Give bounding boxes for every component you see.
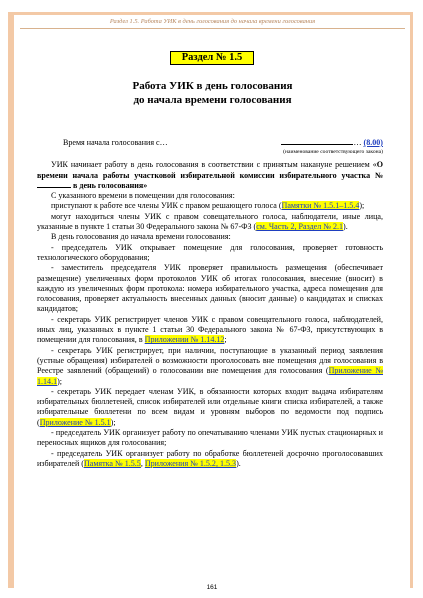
paragraph-secretary-registers-requests (37, 346, 383, 387)
appendices-1-5-2-1-5-3-link[interactable]: Приложения № 1.5.2, 1.5.3 (144, 458, 237, 468)
paragraph-before-voting: В день голосования до начала времени голосования: (51, 232, 231, 242)
early-ballots-end: ). (236, 458, 241, 468)
decision-number-blank (37, 187, 71, 188)
observers-end: ). (343, 222, 348, 232)
page-frame-top (8, 12, 413, 15)
decision-title-bold: О времени начала работы участковой избирательной комиссии избирательного участка № (37, 160, 383, 180)
start-time-value[interactable]: (8.00) (363, 138, 383, 147)
voting-members-end: ); (359, 201, 365, 211)
paragraph-chairman-seals-boxes: - председатель УИК организует работу по опечатыванию членами УИК пустых стационарных и переносных ящиков для голосования; (37, 428, 383, 448)
secretary-transfers-end: ); (110, 417, 116, 427)
early-ballots-separator: , (140, 458, 145, 468)
memo-1-5-1-link[interactable]: Памятки № 1.5.1–1.5.4 (281, 201, 360, 211)
running-header: Раздел 1.5. Работа УИК в день голосования до начала времени голосования (109, 18, 316, 25)
page-title-line-1: Работа УИК в день голосования (132, 80, 293, 92)
paragraph-chairman-opens: - председатель УИК открывает помещение для голосования, проверяет готовность технологического оборудования; (37, 242, 383, 262)
memo-1-5-5-link[interactable]: Памятка № 1.5.5 (83, 458, 141, 468)
section-badge: Раздел № 1.5 (170, 51, 254, 65)
paragraph-deputy-checks: - заместитель председателя УИК проверяет правильность размещения (обеспечивает размещение) увеличенных форм протоколов УИК об итогах голосования, внесение (вносит) в каждую из увеличенных форм протокола: номера избирательного участка, адреса помещения для голосования, проверяет актуальность внесенных данных (вносит данные) о кандидатах и списках кандидатов; (37, 263, 383, 314)
header-divider (20, 28, 405, 29)
secretary-requests-end: ); (57, 376, 63, 386)
page-frame-right (410, 12, 413, 588)
paragraph-secretary-registers-observers (37, 315, 383, 346)
secretary-transfers-text: - секретарь УИК передает членам УИК, в обязанности которых входит выдача избирателям избирательных бюллетеней, список избирателей или отдельные книги списка избирателей, а также избирательные бюллетени по всем видам и уровням выборов по ведомости под подпись ( (37, 386, 383, 427)
part2-section-2-1-link[interactable]: см. Часть 2, Раздел № 2.1 (256, 222, 344, 232)
observers-text: могут находиться члены УИК с правом совещательного голоса, наблюдатели, иные лица, указанные в пункте 1 статьи 30 Федерального закона № 67-ФЗ ( (37, 211, 383, 232)
appendix-1-5-1-link[interactable]: Приложение № 1.5.1 (39, 417, 111, 427)
secretary-registers-end: ; (224, 335, 227, 345)
paragraph-secretary-transfers-lists (37, 387, 383, 428)
start-time-fill (281, 138, 383, 148)
start-time-row (37, 138, 383, 148)
page-number: 161 (206, 584, 218, 591)
start-time-blank (281, 144, 353, 145)
paragraph-decision-text: УИК начинает работу в день голосования в соответствии с принятым накануне решением « (51, 160, 377, 170)
decision-title-close: » (143, 180, 148, 190)
early-ballots-text: - председатель УИК организует работу по обработке бюллетеней досрочно проголосовавших избирателей ( (37, 448, 383, 468)
secretary-registers-text: - секретарь УИК регистрирует членов УИК с правом совещательного голоса, наблюдателей, иных лиц, указанных в пункте 1 статьи 30 Федерального закона № 67-ФЗ, присутствующих в помещении для голосования, в (37, 314, 383, 345)
paragraph-voting-members (37, 201, 383, 211)
voting-members-text: приступают к работе все члены УИК с правом решающего голоса ( (51, 201, 282, 211)
start-time-filler: … (353, 138, 362, 147)
decision-title-bold-end: в день голосования (71, 180, 144, 190)
start-time-label: Время начала голосования с… (63, 138, 168, 147)
paragraph-observers (37, 212, 383, 233)
appendix-1-14-1-link[interactable]: Приложение № 1.14.1 (37, 366, 383, 386)
paragraph-intro: С указанного времени в помещении для голосования: (51, 191, 235, 201)
page-title-line-2: до начала времени голосования (133, 94, 292, 106)
paragraph-decision (37, 160, 383, 191)
start-time-note: (наименование соответствующего закона) (283, 149, 383, 156)
paragraph-chairman-early-ballots (37, 449, 383, 470)
document-body (37, 138, 383, 469)
appendix-1-14-12-link[interactable]: Приложении № 1.14.12 (144, 335, 225, 345)
page-frame-left (8, 12, 14, 588)
secretary-requests-text: - секретарь УИК регистрирует, при наличии, поступающие в указанный период заявления (устные обращения) избирателей о возможности проголосовать вне помещения для голосования в Реестре заявлений (обращений) о голосовании вне помещения для голосования ( (37, 345, 383, 376)
